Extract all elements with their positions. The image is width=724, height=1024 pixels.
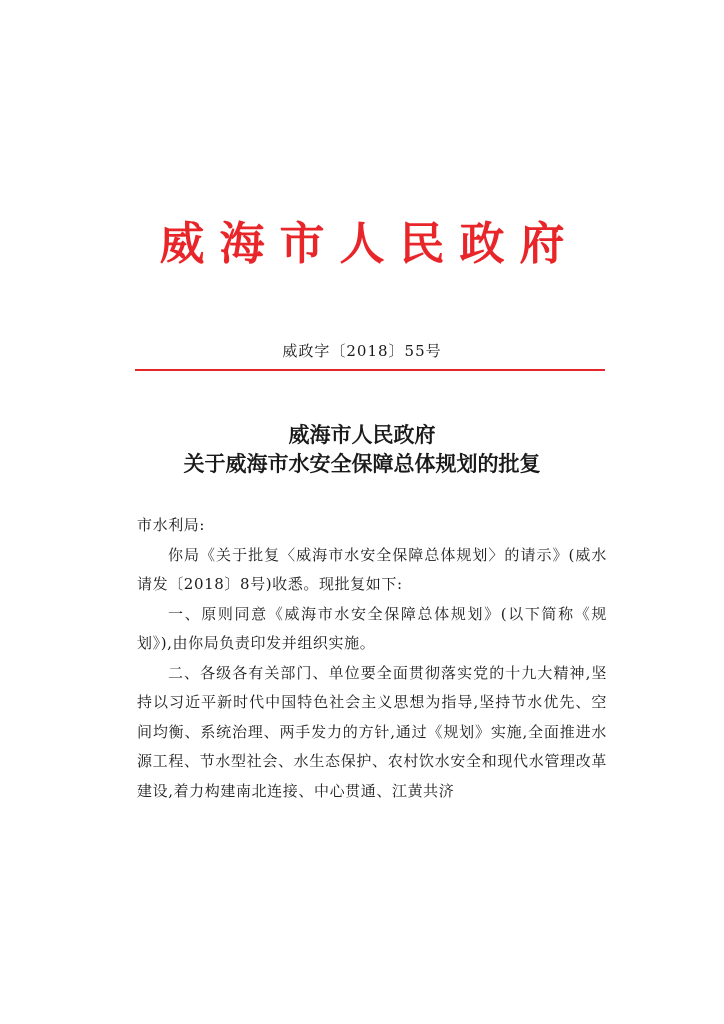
red-divider-line bbox=[135, 369, 605, 371]
document-title bbox=[0, 420, 724, 478]
body-paragraph: 你局《关于批复〈威海市水安全保障总体规划〉的请示》(威水请发〔2018〕8号)收悉。现批复如下: bbox=[137, 545, 607, 593]
body-paragraph: 一、原则同意《威海市水安全保障总体规划》(以下简称《规划》),由你局负责印发并组织实施。 bbox=[137, 604, 607, 652]
addressee: 市水利局: bbox=[137, 516, 206, 534]
document-number: 威政字〔2018〕55号 bbox=[282, 342, 442, 360]
title-line-2: 关于威海市水安全保障总体规划的批复 bbox=[183, 451, 541, 476]
document-body bbox=[137, 511, 607, 806]
issuer-header: 威海市人民政府 bbox=[159, 217, 580, 270]
body-paragraph: 二、各级各有关部门、单位要全面贯彻落实党的十九大精神,坚持以习近平新时代中国特色社会主义思想为指导,坚持节水优先、空间均衡、系统治理、两手发力的方针,通过《规划》实施,全面推进水源工程、节水型社会、水生态保护、农村饮水安全和现代水管理改革建设,着力构建南北连接、中心贯通、江黄共济 bbox=[137, 663, 607, 800]
title-line-1: 威海市人民政府 bbox=[288, 422, 436, 447]
